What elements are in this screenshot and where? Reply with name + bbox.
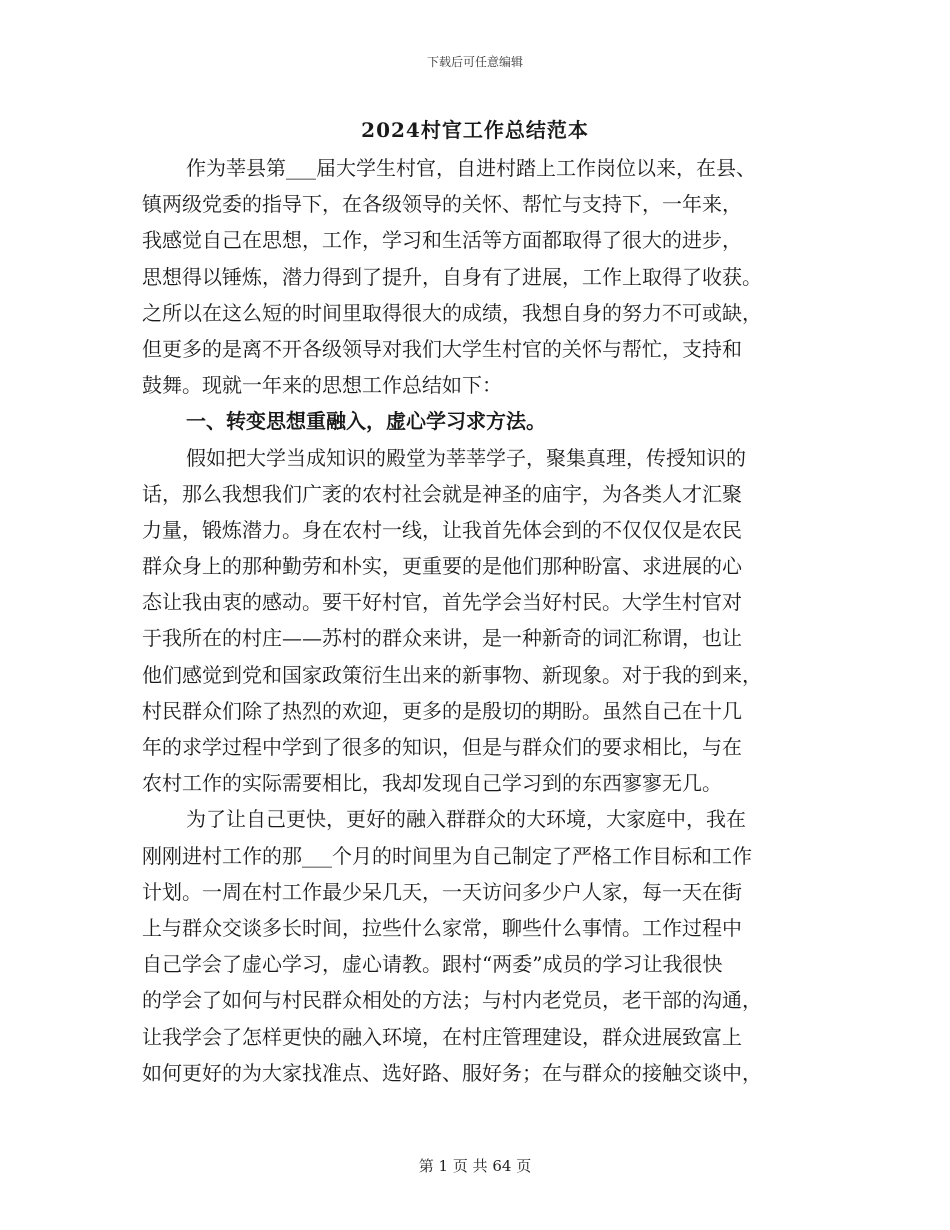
- text-line: 计划。一周在村工作最少呆几天，一天访问多少户人家，每一天在街: [142, 879, 742, 904]
- text-line: 假如把大学当成知识的殿堂为莘莘学子，聚集真理，传授知识的: [186, 445, 746, 470]
- text-line: 如何更好的为大家找准点、选好路、服好务；在与群众的接触交谈中，: [142, 1060, 762, 1085]
- text-line: 镇两级党委的指导下，在各级领导的关怀、帮忙与支持下，一年来，: [142, 192, 742, 217]
- page-footer: 第 1 页 共 64 页: [418, 1157, 532, 1175]
- text-line: 思想得以锤炼，潜力得到了提升，自身有了进展，工作上取得了收获。: [142, 264, 762, 289]
- page-header: 下载后可任意编辑: [426, 55, 523, 69]
- text-line: 他们感觉到党和国家政策衍生出来的新事物、新现象。对于我的到来，: [142, 662, 762, 687]
- text-line: 农村工作的实际需要相比，我却发现自己学习到的东西寥寥无几。: [142, 771, 722, 796]
- text-line: 鼓舞。现就一年来的思想工作总结如下：: [142, 373, 502, 398]
- text-line: 之所以在这么短的时间里取得很大的成绩，我想自身的努力不可或缺，: [142, 300, 762, 325]
- text-line: 态让我由衷的感动。要干好村官，首先学会当好村民。大学生村官对: [142, 590, 742, 615]
- document-title: 2024村官工作总结范本: [361, 118, 589, 142]
- text-line: 村民群众们除了热烈的欢迎，更多的是殷切的期盼。虽然自己在十几: [142, 698, 742, 723]
- section-heading: 一、转变思想重融入，虚心学习求方法。: [186, 409, 546, 434]
- text-line: 我感觉自己在思想，工作，学习和生活等方面都取得了很大的进步，: [142, 228, 742, 253]
- text-line: 为了让自己更快，更好的融入群群众的大环境，大家庭中，我在: [186, 807, 746, 832]
- text-line: 让我学会了怎样更快的融入环境，在村庄管理建设，群众进展致富上: [142, 1024, 742, 1049]
- text-line: 的学会了如何与村民群众相处的方法；与村内老党员，老干部的沟通，: [142, 988, 762, 1013]
- text-line: 话，那么我想我们广袤的农村社会就是神圣的庙宇，为各类人才汇聚: [142, 481, 742, 506]
- text-line: 上与群众交谈多长时间，拉些什么家常，聊些什么事情。工作过程中: [142, 915, 742, 940]
- text-line: 刚刚进村工作的那___个月的时间里为自己制定了严格工作目标和工作: [142, 843, 752, 868]
- text-line: 年的求学过程中学到了很多的知识，但是与群众们的要求相比，与在: [142, 735, 742, 759]
- text-line: 群众身上的那种勤劳和朴实，更重要的是他们那种盼富、求进展的心: [142, 554, 742, 579]
- text-line: 但更多的是离不开各级领导对我们大学生村官的关怀与帮忙，支持和: [142, 336, 742, 361]
- text-line: 力量，锻炼潜力。身在农村一线，让我首先体会到的不仅仅仅是农民: [142, 517, 742, 542]
- text-line: 于我所在的村庄——苏村的群众来讲，是一种新奇的词汇称谓，也让: [142, 626, 742, 651]
- text-line: 自己学会了虚心学习，虚心请教。跟村“两委”成员的学习让我很快: [142, 952, 723, 977]
- text-line: 作为莘县第___届大学生村官，自进村踏上工作岗位以来，在县、: [186, 156, 756, 180]
- document-body: [142, 150, 812, 1091]
